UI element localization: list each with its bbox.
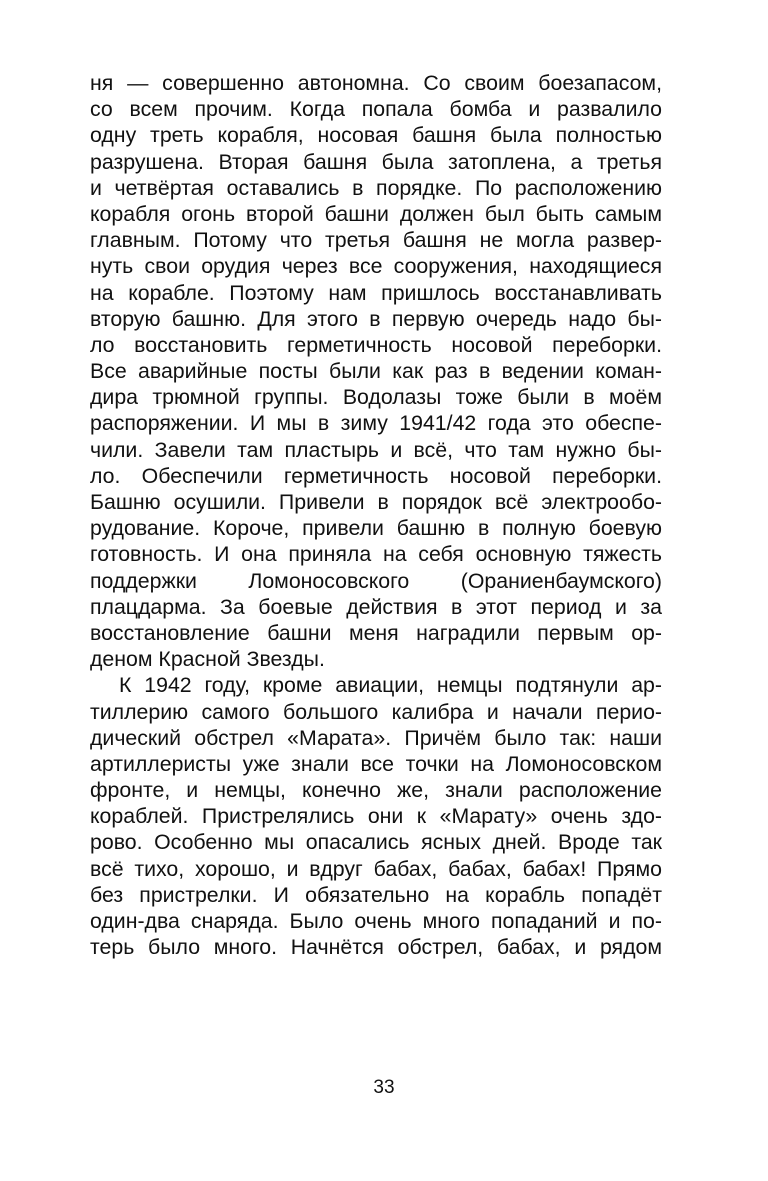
- text-line: одну треть корабля, носовая башня была полностью: [90, 123, 662, 148]
- text-line: главным. Потому что третья башня не могла развер-: [90, 228, 662, 253]
- text-line: деном Красной Звезды.: [90, 647, 325, 672]
- text-line: артиллеристы уже знали все точки на Ломоносовском: [90, 751, 662, 776]
- text-line: готовность. И она приняла на себя основную тяжесть: [90, 542, 662, 567]
- text-line: нуть свои орудия через все сооружения, находящиеся: [90, 254, 662, 279]
- text-line: дира трюмной группы. Водолазы тоже были в моём: [90, 385, 662, 410]
- text-line: разрушена. Вторая башня была затоплена, а третья: [90, 149, 662, 174]
- text-line: корабля огонь второй башни должен был быть самым: [90, 201, 662, 226]
- text-line: фронте, и немцы, конечно же, знали расположение: [90, 778, 662, 803]
- text-line: один-два снаряда. Было очень много попаданий и по-: [90, 909, 662, 933]
- body-text: [90, 70, 662, 960]
- text-line: ня — совершенно автономна. Со своим боезапасом,: [90, 71, 662, 95]
- text-line: рово. Особенно мы опасались ясных дней. Вроде так: [90, 830, 662, 855]
- text-line: вторую башню. Для этого в первую очередь надо бы-: [90, 306, 662, 331]
- text-line: без пристрелки. И обязательно на корабль попадёт: [90, 882, 662, 907]
- text-line: ло восстановить герметичность носовой переборки.: [90, 332, 662, 357]
- text-line: и четвёртая оставались в порядке. По расположению: [90, 175, 662, 200]
- text-line: на корабле. Поэтому нам пришлось восстанавливать: [90, 280, 662, 305]
- text-line: всё тихо, хорошо, и вдруг бабах, бабах, бабах! Прямо: [90, 856, 662, 881]
- text-line: чили. Завели там пластырь и всё, что там нужно бы-: [90, 437, 662, 462]
- paragraph-1: [90, 70, 662, 672]
- paragraph-2: [90, 672, 662, 960]
- text-line: терь было много. Начнётся обстрел, бабах, и рядом: [90, 935, 662, 960]
- text-line: поддержки Ломоносовского (Ораниенбаумского): [90, 568, 662, 593]
- text-line: распоряжении. И мы в зиму 1941/42 года это обеспе-: [90, 411, 662, 436]
- text-line: Башню осушили. Привели в порядок всё электрообо-: [90, 490, 662, 514]
- text-line: Все аварийные посты были как раз в ведении коман-: [90, 359, 662, 384]
- text-line: восстановление башни меня наградили первым ор-: [90, 620, 662, 645]
- text-line: К 1942 году, кроме авиации, немцы подтянули ар-: [119, 673, 662, 698]
- page-number: 33: [373, 1077, 395, 1098]
- text-line: тиллерию самого большого калибра и начали перио-: [90, 699, 662, 724]
- text-line: кораблей. Пристрелялись они к «Марату» очень здо-: [90, 804, 662, 829]
- text-line: дический обстрел «Марата». Причём было так: наши: [90, 725, 662, 750]
- text-line: со всем прочим. Когда попала бомба и развалило: [90, 97, 662, 122]
- text-line: плацдарма. За боевые действия в этот период и за: [90, 594, 662, 619]
- text-line: ло. Обеспечили герметичность носовой переборки.: [90, 463, 662, 488]
- text-line: рудование. Короче, привели башню в полную боевую: [90, 516, 662, 541]
